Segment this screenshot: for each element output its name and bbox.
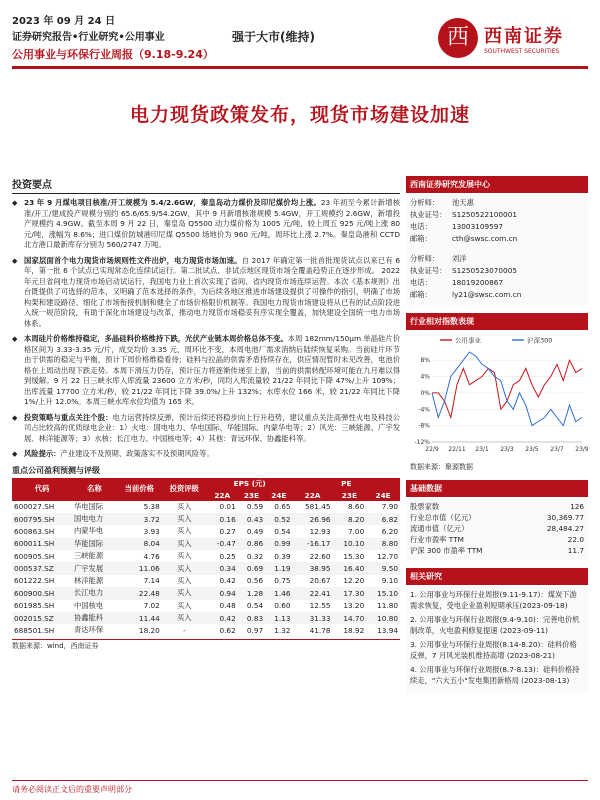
analyst-name: 池天惠 [452, 198, 474, 207]
table-cell: 15.30 [343, 551, 365, 561]
table-cell: - [182, 625, 186, 635]
table-cell: 0.42 [219, 576, 236, 586]
basic-data-value: 126 [570, 502, 584, 511]
basics-box [406, 497, 588, 560]
x-tick-label: 22/9 [425, 446, 439, 453]
table-cell: 华能国际 [72, 538, 117, 550]
analyst-phone: 18019200867 [452, 278, 504, 287]
summary-bullet [12, 413, 400, 445]
table-row [12, 513, 400, 525]
table-cell: 买入 [176, 551, 192, 561]
bullet-lead: 风险提示： [24, 449, 61, 458]
table-cell: 广宇发展 [72, 562, 117, 574]
table-cell: 1.46 [265, 587, 292, 599]
table-cell: 15.10 [366, 587, 400, 599]
y-tick-label: -4% [418, 406, 430, 414]
basic-data-label: 行业市盈率 TTM [410, 535, 464, 544]
table-cell: 买入 [162, 612, 207, 624]
table-cell: 国电电力 [72, 513, 117, 525]
table-cell: 18.20 [138, 625, 160, 635]
analyst-box [406, 193, 588, 305]
table-cell: 20.67 [309, 576, 331, 586]
main-column [12, 176, 400, 651]
y-tick-label: -8% [418, 422, 430, 430]
table-cell: 0.32 [246, 551, 264, 561]
table-cell: 青达环保 [73, 625, 104, 635]
table-cell: 1.28 [238, 587, 265, 599]
table-cell: 3.93 [143, 526, 160, 536]
table-cell: 7.14 [143, 576, 160, 586]
table-cell: -16.17 [293, 538, 333, 550]
related-title: 相关研究 [406, 568, 588, 585]
table-cell: 0.56 [246, 576, 264, 586]
table-cell: 买入 [176, 526, 192, 536]
basic-data-row [410, 545, 584, 556]
table-source: 数据来源：wind，西南证券 [12, 639, 400, 651]
col-pe-22a: 22A [293, 490, 333, 501]
table-cell: 6.82 [366, 513, 400, 525]
table-row [12, 501, 400, 513]
table-row [12, 612, 400, 624]
col-eps-23e: 23E [238, 490, 265, 501]
summary-bullet [12, 449, 400, 460]
legend-label: 沪深300 [527, 336, 553, 345]
col-eps-24e: 24E [265, 490, 292, 501]
table-cell: 22.48 [117, 587, 162, 599]
summary-bullets [12, 198, 400, 460]
chart-title: 行业相对指数表现 [406, 313, 588, 330]
table-cell: 0.65 [274, 502, 291, 512]
table-cell: 买入 [176, 501, 192, 511]
col-eps: EPS (元) [207, 478, 293, 490]
table-cell: 0.01 [219, 502, 236, 512]
report-header [12, 8, 588, 84]
table-cell: 000537.SZ [12, 562, 72, 574]
table-cell: 0.59 [246, 502, 264, 512]
table-cell: 10.10 [333, 538, 367, 550]
table-cell: 0.86 [238, 538, 265, 550]
table-cell: 0.62 [219, 625, 236, 635]
table-cell: 9.50 [366, 562, 400, 574]
x-tick-label: 23/3 [500, 446, 514, 453]
table-cell: 0.49 [246, 526, 264, 536]
table-cell: 16.40 [333, 562, 367, 574]
x-tick-label: 23/5 [525, 446, 539, 453]
table-cell: 12.55 [309, 601, 331, 611]
table-cell: 协鑫能科 [72, 612, 117, 624]
company-logo [438, 18, 568, 68]
col-eps-22a: 22A [207, 490, 238, 501]
report-title: 电力现货政策发布，现货市场建设加速 [129, 104, 470, 126]
table-cell: 1.19 [265, 562, 292, 574]
table-row [12, 587, 400, 599]
bullet-text: 产业建设不及预期、政策落实不及预期风险等。 [60, 449, 214, 458]
relative-index-chart [406, 330, 588, 460]
table-cell: 0.99 [265, 538, 292, 550]
summary-bullet [12, 334, 400, 408]
bullet-text: 本周 182mm/150μm 单晶硅片价格区间为 3.33-3.35 元/片，成交均价 3.35 元，周环比不变，本周电池厂需求消纳后陆续恢复采购。当前硅片环节由于供需的稳定与平衡，预计下周价格维稳看待；硅料与拉晶的供需矛盾持续存在，供应情况暂时未见改善，电池价格在上周动出现下跌走势。本周下滑压力仍存，预计压力将逐渐传递至上游，当前的供需转配环境可能在九月难以得到缓解。9 月 22 日三峡水库入库流量 23600 立方米/秒，同均入库流量较 21/22 年同比下降 47%/上升 109%；出库流量 17700 立方米/秒，较 21/22 年同比下降 39.0%/上升 132%；水库水位 166 米，较 21/22 年同比下降 1%/上升 12.0%。本周三峡水库水位均值为 165 米。 [24, 334, 401, 406]
table-cell: 0.54 [246, 601, 264, 611]
table-cell: 华电国际 [73, 501, 104, 511]
table-cell: 0.43 [238, 513, 265, 525]
basics-title: 基础数据 [406, 480, 588, 497]
table-cell: 0.34 [207, 562, 238, 574]
table-cell: 0.97 [246, 625, 264, 635]
table-cell: 0.75 [274, 576, 291, 586]
table-cell: 18.92 [343, 625, 365, 635]
bullet-lead: 投资策略与重点关注个股： [24, 412, 113, 422]
table-cell: 中国核电 [73, 600, 104, 610]
table-row [12, 538, 400, 550]
basic-data-row [410, 501, 584, 512]
table-cell: 0.54 [274, 526, 291, 536]
table-cell: 581.45 [304, 502, 331, 512]
table-row [12, 525, 400, 537]
table-cell: 1.13 [265, 612, 292, 624]
basic-data-value: 11.7 [567, 546, 584, 555]
header-divider [12, 66, 588, 69]
table-cell: 12.20 [343, 576, 365, 586]
table-cell: 601985.SH [14, 601, 55, 611]
basic-data-label: 股票家数 [410, 502, 440, 511]
col-name: 名称 [72, 478, 117, 501]
table-cell: 长江电力 [72, 587, 117, 599]
table-cell: 0.27 [219, 526, 236, 536]
report-type: 证券研究报告•行业研究•公用事业 [12, 32, 165, 43]
table-cell: 0.48 [219, 601, 236, 611]
table-cell: 26.96 [293, 513, 333, 525]
x-tick-label: 23/1 [475, 446, 489, 453]
table-cell: 13.94 [377, 625, 398, 635]
table-cell: 10.80 [366, 612, 400, 624]
legend-label: 公用事业 [455, 336, 481, 345]
table-cell: 31.33 [293, 612, 333, 624]
col-pe-24e: 24E [366, 490, 400, 501]
table-cell: 8.04 [117, 538, 162, 550]
industry-rating: 强于大市(维持) [232, 30, 315, 44]
logo-english-name: SOUTHWEST SECURITIES [484, 48, 560, 55]
bullet-lead: 本周硅片价格维持稳定，多晶硅料价格维持下跌，光伏产业链本周价格总体不变。 [24, 334, 288, 343]
summary-heading: 投资要点 [12, 176, 400, 194]
analyst-email-link[interactable]: cth@swsc.com.cn [452, 234, 518, 243]
analyst-cert: S1250523070005 [452, 266, 517, 275]
forecast-table [12, 478, 400, 637]
basic-data-value: 22.0 [567, 535, 584, 544]
col-pe: PE [293, 478, 400, 490]
table-cell: 22.41 [293, 587, 333, 599]
table-cell: 0.42 [207, 612, 238, 624]
summary-bullet [12, 256, 400, 330]
table-cell: 0.69 [238, 562, 265, 574]
table-cell: 林洋能源 [73, 575, 104, 585]
table-cell: 601222.SH [14, 576, 55, 586]
table-row [12, 600, 400, 612]
table-cell: 11.06 [117, 562, 162, 574]
table-cell: 4.76 [143, 551, 160, 561]
related-report-link[interactable]: 2. 公用事业与环保行业周报(9.4-9.10)：完善电价机制改革，火电盈利修复提速 (2023-09-11) [410, 615, 580, 635]
table-cell: 0.52 [265, 513, 292, 525]
table-row [12, 575, 400, 587]
side-column [406, 176, 588, 701]
x-tick-label: 22/11 [448, 446, 466, 453]
table-cell: 0.39 [274, 551, 291, 561]
basic-data-label: 流通市值（亿元） [410, 524, 469, 533]
table-cell: 600011.SH [12, 538, 72, 550]
table-cell: 0.25 [219, 551, 236, 561]
report-date: 2023 年 09 月 24 日 [12, 16, 116, 27]
analyst-2: 分析师： 刘洋 执业证号： S1250523070005 电话： 18019200867 邮箱： ly21@swsc.com.cn [410, 254, 522, 299]
basic-data-label: 行业总市值（亿元） [410, 513, 476, 522]
table-cell: 12.93 [309, 526, 331, 536]
forecast-table-title: 重点公司盈利预测与评级 [12, 465, 100, 475]
y-tick-label: -12% [414, 439, 430, 446]
basic-data-row [410, 534, 584, 545]
table-cell: 买入 [176, 575, 192, 585]
bullet-text: 电力运营持续反弹，预计后续还将稳步向上行升趋势，建议重点关注高弹性火电及科技公司占比较高的优质绿电企业：1）火电：国电电力、华电国际、华能国际、内蒙华电等；2）风光：三峡能源、广宇发展、林洋能源等；3）水核：长江电力、中国核电等；4）其他：青远环保、协鑫能科等。 [24, 412, 401, 443]
table-cell: 买入 [176, 600, 192, 610]
table-cell: 8.80 [366, 538, 400, 550]
series-line-0 [432, 360, 582, 417]
table-cell: 三峡能源 [73, 551, 104, 561]
table-cell: 688501.SH [14, 625, 55, 635]
basic-data-value: 28,484.27 [546, 524, 584, 533]
table-cell: 1.32 [274, 625, 291, 635]
table-cell: 9.10 [381, 576, 398, 586]
bullet-text: 23 年初至今累计新增核准/开工/建成投产规模分别约 65.6/65.9/54.2GW，其中 9 月新增核准规模 5.4GW，开工规模约 2.6GW，新增投产规模约 4.9GW。截至本周 9 月 22 日，秦皇岛 Q5500 动力煤价格为 1005 元/吨，较上周五 925 元/吨上涨 80 元/吨，涨幅为 8.6%；进口煤价防城港印尼煤 Q5500 场地价为 960 元/吨，周环比上涨 2.7%。秦皇岛港和 CCTD 北方港口最新库存分别为 560/2747 万吨。 [24, 198, 400, 249]
table-cell: 买入 [162, 587, 207, 599]
table-cell: 14.70 [333, 612, 367, 624]
research-center-title: 西南证券研究发展中心 [406, 176, 588, 193]
table-cell: 0.83 [238, 612, 265, 624]
table-cell: 买入 [162, 538, 207, 550]
basic-data-value: 30,369.77 [546, 513, 584, 522]
y-tick-label: 8% [420, 357, 430, 365]
col-pe-23e: 23E [333, 490, 367, 501]
table-cell: 6.20 [381, 526, 398, 536]
y-tick-label: 0% [420, 389, 430, 397]
analyst-cert: S1250522100001 [452, 210, 517, 219]
forecast-table-body [12, 501, 400, 637]
bullet-text: 自 2017 年确定第一批首批现货试点以来已有 6 年，第一批 6 个试点已实现常态化连续试运行。第二批试点、非试点地区现货市场全覆盖趋势正在逐步形成。 2022 年元旦省间电力现货市场启动试运行，我国电力业上首次实现了省间、省内现货市场连续运营。本次《基本规则》出台既提供了可选择的范本，又明确了范本选择的条件，为后续各地区推进市场建设提供了可操作的指引，明确了市场构架和建设路径、细化了市场衔接机制和健全了市场价格限价机制等。我国电力现货市场建设将从已有的试点阶段进入统一规范阶段，有助于深化市场建设与改革，推动电力现货市场稳妥有序实现全覆盖，加快建设全国统一电力市场体系。 [24, 255, 401, 328]
related-report-link[interactable]: 1. 公用事业与环保行业周报(9.11-9.17)：煤炭下游需求恢复，受电企业盈利短期承压(2023-09-18) [410, 590, 577, 610]
analyst-email-link[interactable]: ly21@swsc.com.cn [452, 290, 522, 299]
table-cell: 7.90 [381, 502, 398, 512]
x-tick-label: 23/7 [550, 446, 564, 453]
related-report-link[interactable]: 3. 公用事业与环保行业周报(8.14-8.20)：硅料价格反弹，7 月风光装机维持高增 (2023-08-21) [410, 640, 577, 660]
table-cell: 0.94 [207, 587, 238, 599]
table-cell: 41.78 [309, 625, 331, 635]
logo-mark-icon: 西 [438, 18, 478, 58]
table-cell: 0.16 [207, 513, 238, 525]
bullet-lead: 国家层面首个电力现货市场规则性文件出炉，电力现货市场加速。 [24, 255, 242, 265]
analyst-name: 刘洋 [452, 254, 467, 263]
summary-bullet [12, 198, 400, 251]
x-tick-label: 23/9 [575, 446, 588, 453]
basic-data-label: 沪深 300 市盈率 TTM [410, 546, 483, 555]
table-cell: 8.60 [347, 502, 365, 512]
table-cell: 3.72 [117, 513, 162, 525]
col-code: 代码 [12, 478, 72, 501]
table-cell: -0.47 [207, 538, 238, 550]
table-cell: 11.80 [377, 601, 398, 611]
table-cell: 600795.SH [12, 513, 72, 525]
table-cell: 13.20 [343, 601, 365, 611]
table-cell: 38.95 [293, 562, 333, 574]
related-report-link[interactable]: 4. 公用事业与环保行业周报(8.7-8.13)：硅料价格持续走，"六大五小"发电集团新格局 (2023-08-13) [410, 665, 580, 685]
table-cell: 17.30 [333, 587, 367, 599]
table-cell: 买入 [162, 562, 207, 574]
chart-svg [406, 330, 588, 460]
col-rating: 投资评级 [162, 478, 207, 501]
weekly-label: 公用事业与环保行业周报（9.18-9.24） [12, 48, 214, 61]
basic-data-row [410, 512, 584, 523]
table-cell: 11.44 [117, 612, 162, 624]
table-cell: 0.60 [274, 601, 291, 611]
table-cell: 7.00 [347, 526, 365, 536]
table-cell: 600900.SH [12, 587, 72, 599]
table-cell: 8.20 [333, 513, 367, 525]
table-row [12, 562, 400, 574]
table-cell: 002015.SZ [12, 612, 72, 624]
table-cell: 内蒙华电 [73, 526, 104, 536]
table-cell: 7.02 [143, 601, 160, 611]
table-cell: 5.38 [143, 502, 160, 512]
table-cell: 600863.SH [14, 526, 55, 536]
y-tick-label: 4% [420, 373, 430, 381]
basic-data-row [410, 523, 584, 534]
analyst-1: 分析师： 池天惠 执业证号： S1250522100001 电话： 13003109597 邮箱： cth@swsc.com.cn [410, 198, 518, 243]
logo-name: 西南证券 [484, 26, 564, 47]
col-price: 当前价格 [117, 478, 162, 501]
table-cell: 22.60 [309, 551, 331, 561]
bullet-lead: 23 年 9 月煤电项目核准/开工规模为 5.4/2.6GW，秦皇岛动力煤价及印尼煤价均上涨。 [24, 198, 321, 207]
table-cell: 12.70 [377, 551, 398, 561]
table-row [12, 550, 400, 562]
footer-disclaimer: 请务必阅读正文后的重要声明部分 [12, 780, 588, 795]
analyst-phone: 13003109597 [452, 222, 504, 231]
table-cell: 600027.SH [14, 502, 55, 512]
table-cell: 600905.SH [14, 551, 55, 561]
table-cell: 买入 [162, 513, 207, 525]
chart-source: 数据来源：聚源数据 [410, 463, 473, 471]
table-row [12, 624, 400, 636]
series-line-1 [432, 352, 582, 426]
related-research-box [406, 585, 588, 693]
